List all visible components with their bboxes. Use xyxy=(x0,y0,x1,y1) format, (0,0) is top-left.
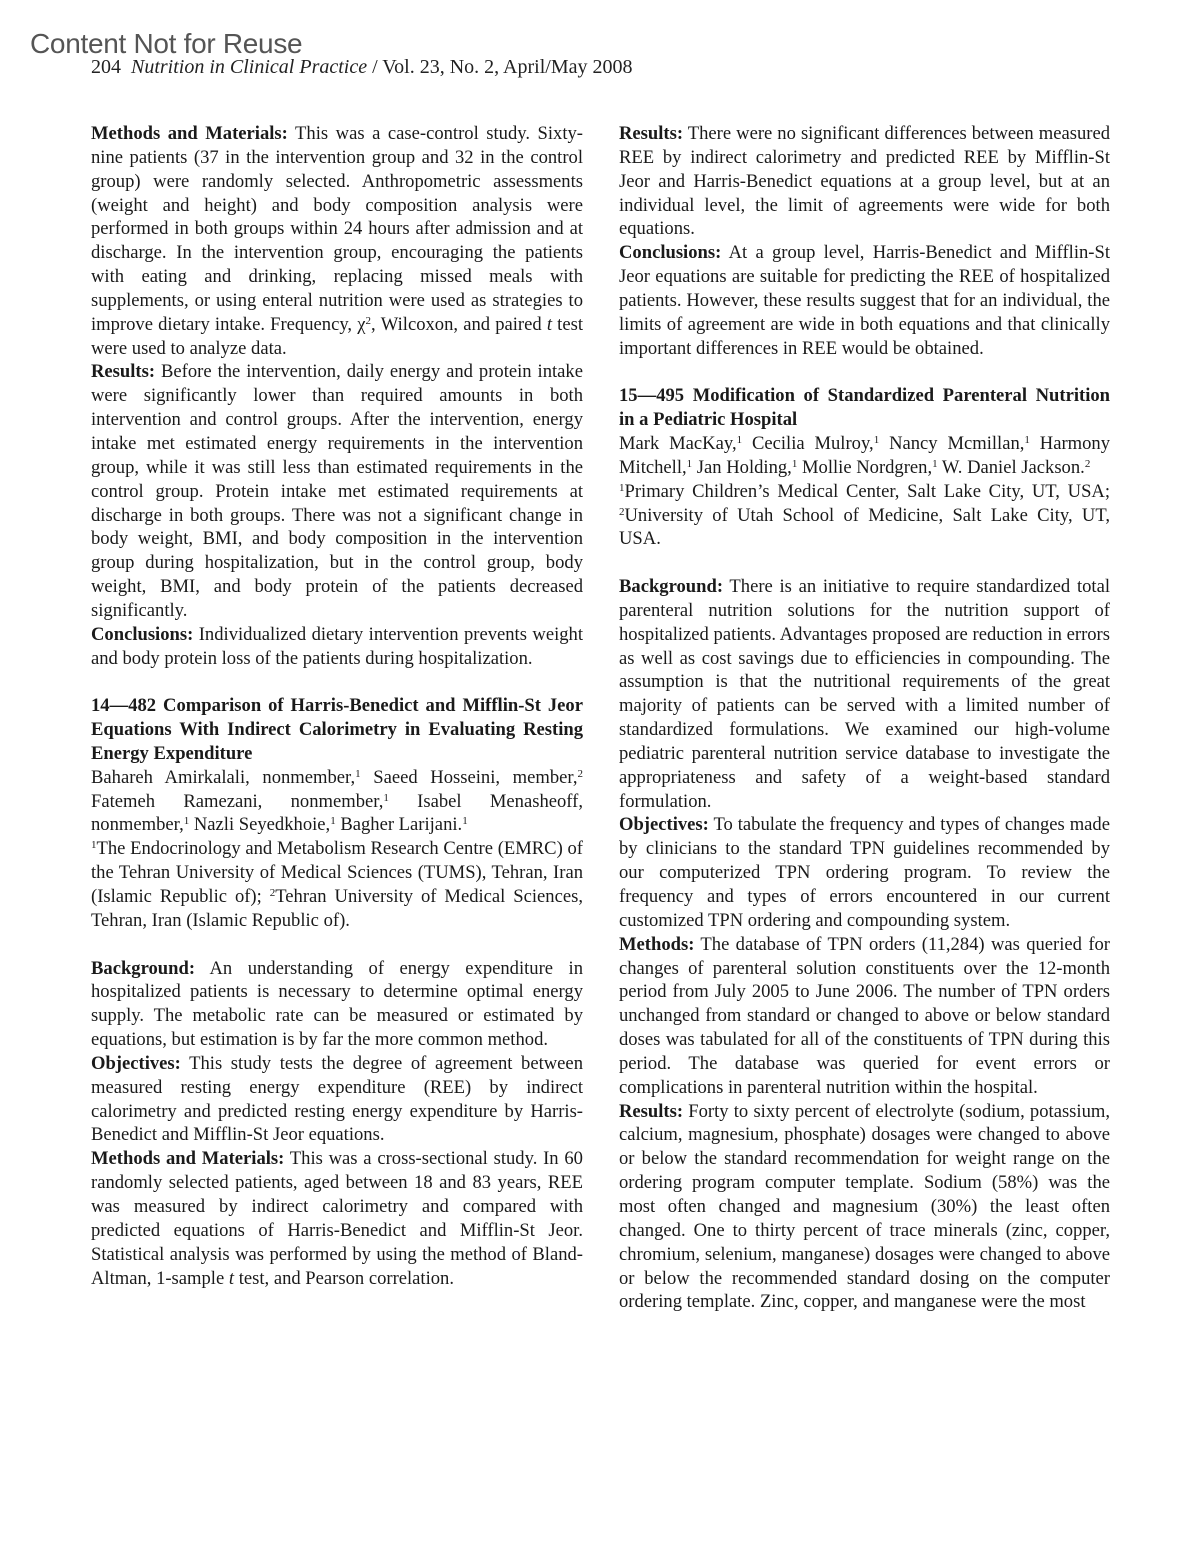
italic-t: t xyxy=(228,1267,235,1289)
paragraph-text: , Wilcoxon, and paired xyxy=(371,313,547,335)
results-paragraph xyxy=(619,122,1110,241)
abstract-title xyxy=(619,384,1110,432)
paragraph-text: An understanding of energy expenditure in hospitalized patients is necessary to determine optimal energy supply. The metabolic rate can be measured or estimated by equations, but estimation is by far the more common method. xyxy=(91,957,583,1051)
background-paragraph xyxy=(91,957,583,1052)
paragraph-text: Individualized dietary intervention prevents weight and body protein loss of the patients during hospitalization. xyxy=(91,623,583,669)
section-label: Objectives: xyxy=(91,1052,181,1074)
author-list: Bahareh Amirkalali, nonmember,$^1$ Saeed Hosseini, member,$^2$ Fatemeh Ramezani, nonmember,$^1$ Isabel Menasheoff, nonmember,$^1$ Nazli Seyedkhoie,$^1$ Bagher Larijani.$^1$ xyxy=(91,766,583,836)
section-label: Results: xyxy=(619,1100,684,1122)
paragraph-text: test, and Pearson correlation. xyxy=(234,1267,455,1289)
prev-conclusions-paragraph xyxy=(91,623,583,671)
paragraph-text: This study tests the degree of agreement between measured resting energy expenditure (REE) by indirect calorimetry and predicted resting energy expenditure by Harris-Benedict and Mifflin-St Jeor equations. xyxy=(91,1052,583,1146)
section-label: Conclusions: xyxy=(91,623,194,645)
paragraph-text: To tabulate the frequency and types of changes made by clinicians to the standard TPN guidelines recommended by our computerized TPN ordering program. To review the frequency and types of errors encountered in our current customized TPN ordering and compounding system. xyxy=(619,814,1110,931)
objectives-paragraph xyxy=(91,1052,583,1147)
paragraph-text: There were no significant differences between measured REE by indirect calorimetry and predicted REE by Mifflin-St Jeor and Harris-Benedict equations at a group level, but at an individual level, the limit of agreements were wide for both equations. xyxy=(619,123,1110,240)
paragraph-text: The database of TPN orders (11,284) was queried for changes of parenteral solution constituents over the 12-month period from July 2005 to June 2006. The number of TPN orders unchanged from standard or changed to above or below standard doses was tabulated for all of the constituents of TPN during this period. The database was queried for event errors or complications in parenteral nutrition within the hospital. xyxy=(619,933,1110,1098)
section-label: Results: xyxy=(91,361,156,383)
abstract-title-text: Comparison of Harris-Benedict and Mifflin-St Jeor Equations With Indirect Calorimetry in Evaluating Resting Energy Expenditure xyxy=(91,695,583,764)
paragraph-text: Before the intervention, daily energy and protein intake were significantly lower than required amounts in both intervention and control groups. After the intervention, energy intake met estimated energy requirements in the intervention group, while it was still less than estimated requirements in the control group. Protein intake met estimated requirements at discharge in both groups. There was not a significant change in body weight, BMI, and body composition in the intervention group during hospitalization, but in the control group, body weight, BMI, and body protein of the patients decreased significantly. xyxy=(91,361,583,621)
paragraph-text: There is an initiative to require standardized total parenteral nutrition solutions for the nutrition support of hospitalized patients. Advantages proposed are reduction in errors as well as cost savings due to efficiencies in compounding. The assumption is that the nutritional requirements of the great majority of patients can be served with a limited number of standardized formulations. We examined our high-volume pediatric parenteral nutrition service database to investigate the appropriateness and safety of a weight-based standard formulation. xyxy=(619,576,1110,812)
abstract-title xyxy=(91,694,583,766)
author-list: Mark MacKay,$^1$ Cecilia Mulroy,$^1$ Nancy Mcmillan,$^1$ Harmony Mitchell,$^1$ Jan Holding,$^1$ Mollie Nordgren,$^1$ W. Daniel Jackson.$^2$ xyxy=(619,432,1110,478)
section-label: Objectives: xyxy=(619,814,709,836)
results-paragraph-15 xyxy=(619,1100,1110,1315)
paragraph-text: Forty to sixty percent of electrolyte (sodium, potassium, calcium, magnesium, phosphate) dosages were changed to above or below the standard recommendation for weight range on the ordering program computer template. Sodium (58%) was the most often changed and magnesium (30%) the least often changed. One to thirty percent of trace minerals (zinc, copper, chromium, selenium, manganese) dosages were changed to above or below the recommended standard dosing on the computer ordering template. Zinc, copper, and manganese were the most xyxy=(619,1100,1110,1313)
section-label: Background: xyxy=(91,957,196,979)
prev-results-paragraph xyxy=(91,360,583,622)
right-column xyxy=(619,122,1110,1314)
affiliations: $^1$Primary Children’s Medical Center, Salt Lake City, UT, USA; $^2$University of Utah School of Medicine, Salt Lake City, UT, USA. xyxy=(619,480,1110,550)
left-column xyxy=(91,122,583,1290)
issue-info: / Vol. 23, No. 2, April/May 2008 xyxy=(367,56,633,78)
chi-symbol: $\chi^2$ xyxy=(357,313,371,335)
abstract-number: 15—495 xyxy=(619,385,685,407)
paragraph-text: test were used to analyze data. xyxy=(91,313,583,359)
section-label: Methods and Materials: xyxy=(91,123,288,144)
running-header xyxy=(91,55,632,79)
section-label: Results: xyxy=(619,123,684,144)
paragraph-text: At a group level, Harris-Benedict and Mifflin-St Jeor equations are suitable for predicting the REE of hospitalized patients. However, these results suggest that for an individual, the limits of agreement are wide in both equations and that clinically important differences in REE would be obtained. xyxy=(619,242,1110,359)
methods-paragraph xyxy=(91,1147,583,1290)
background-paragraph xyxy=(619,575,1110,813)
watermark: Content Not for Reuse xyxy=(30,28,303,59)
paragraph-text: This was a case-control study. Sixty-nine patients (37 in the intervention group and 32 in the control group) were randomly selected. Anthropometric assessments (weight and height) and body composition analysis were performed in both groups within 24 hours after admission and at discharge. In the intervention group, encouraging the patients with eating and drinking, replacing missed meals with supplements, or using enteral nutrition were used as strategies to improve dietary intake. Frequency, xyxy=(91,123,583,335)
abstract-number: 14—482 xyxy=(91,695,157,717)
paragraph-text: This was a cross-sectional study. In 60 randomly selected patients, aged between 18 and 83 years, REE was measured by indirect calorimetry and compared with predicted equations of Harris-Benedict and Mifflin-St Jeor. Statistical analysis was performed by using the method of Bland-Altman, 1-sample xyxy=(91,1148,583,1289)
section-label: Background: xyxy=(619,576,724,598)
conclusions-paragraph xyxy=(619,241,1110,360)
prev-methods-paragraph xyxy=(91,122,583,360)
section-label: Methods: xyxy=(619,933,695,955)
section-label: Conclusions: xyxy=(619,242,722,264)
section-label: Methods and Materials: xyxy=(91,1148,285,1170)
affiliations: $^1$The Endocrinology and Metabolism Research Centre (EMRC) of the Tehran University of Medical Sciences (TUMS), Tehran, Iran (Islamic Republic of); $^2$Tehran University of Medical Sciences, Tehran, Iran (Islamic Republic of). xyxy=(91,838,583,931)
page-number: 204 xyxy=(91,56,121,78)
journal-name: Nutrition in Clinical Practice xyxy=(131,56,368,78)
methods-paragraph xyxy=(619,933,1110,1100)
objectives-paragraph xyxy=(619,813,1110,932)
italic-t: t xyxy=(546,313,552,335)
abstract-title-text: Modification of Standardized Parenteral Nutrition in a Pediatric Hospital xyxy=(619,385,1110,431)
